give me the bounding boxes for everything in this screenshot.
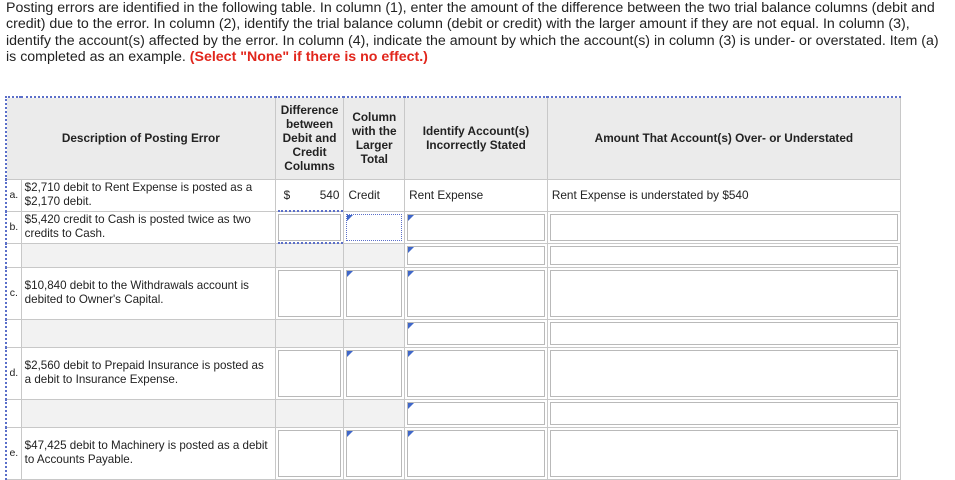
- row-description: $10,840 debit to the Withdrawals account is debited to Owner's Capital.: [21, 267, 275, 319]
- difference-input[interactable]: [278, 214, 342, 241]
- difference-input-cell[interactable]: [275, 267, 344, 319]
- amount-input[interactable]: [550, 246, 898, 265]
- amount-input[interactable]: [550, 214, 898, 241]
- account-value: Rent Expense: [405, 179, 548, 211]
- empty-difference-cell: [275, 243, 344, 267]
- amount-input-cell[interactable]: [547, 319, 900, 347]
- empty-difference-cell: [275, 399, 344, 427]
- account-select[interactable]: [407, 246, 545, 265]
- account-select[interactable]: [407, 270, 545, 317]
- dropdown-marker-icon: [408, 403, 414, 409]
- empty-desc-cell: [21, 319, 275, 347]
- column-select-cell[interactable]: [344, 427, 405, 479]
- row-letter: a.: [6, 179, 21, 211]
- difference-input[interactable]: [278, 430, 342, 477]
- empty-column-cell: [344, 243, 405, 267]
- column-select[interactable]: [346, 430, 402, 477]
- dropdown-marker-icon: [408, 271, 414, 277]
- empty-desc-cell: [21, 399, 275, 427]
- row-letter: c.: [6, 267, 21, 319]
- account-select-cell[interactable]: [405, 347, 548, 399]
- row-description: $47,425 debit to Machinery is posted as a debit to Accounts Payable.: [21, 427, 275, 479]
- header-identify-accounts: Identify Account(s) Incorrectly Stated: [405, 97, 548, 179]
- account-select-cell[interactable]: [405, 427, 548, 479]
- currency-symbol: $: [283, 188, 291, 202]
- amount-input-cell[interactable]: [547, 211, 900, 243]
- account-select-cell[interactable]: [405, 319, 548, 347]
- amount-input[interactable]: [550, 322, 898, 345]
- dropdown-marker-icon: [408, 247, 414, 253]
- table-row-e: [6, 427, 901, 479]
- header-difference: Difference between Debit and Credit Columns: [275, 97, 344, 179]
- posting-errors-table: [5, 96, 901, 480]
- difference-value: [275, 179, 344, 211]
- dropdown-marker-icon: [347, 215, 353, 221]
- row-letter: b.: [6, 211, 21, 243]
- table-row-c-extra: [6, 319, 901, 347]
- amount-input-cell[interactable]: [547, 267, 900, 319]
- amount-input-cell[interactable]: [547, 347, 900, 399]
- header-description: Description of Posting Error: [6, 97, 275, 179]
- account-select-cell[interactable]: [405, 243, 548, 267]
- dropdown-marker-icon: [347, 271, 353, 277]
- table-row-c: [6, 267, 901, 319]
- account-select[interactable]: [407, 214, 545, 241]
- column-select-cell[interactable]: [344, 267, 405, 319]
- difference-input[interactable]: [278, 270, 342, 317]
- table-row-b-extra: [6, 243, 901, 267]
- header-row: [6, 97, 901, 179]
- empty-column-cell: [344, 399, 405, 427]
- empty-desc-cell: [21, 243, 275, 267]
- instructions-highlight: (Select "None" if there is no effect.): [189, 49, 428, 66]
- column-select[interactable]: [346, 214, 402, 241]
- table-row-d-extra: [6, 399, 901, 427]
- dropdown-marker-icon: [347, 351, 353, 357]
- dropdown-marker-icon: [347, 431, 353, 437]
- instructions-text: Posting errors are identified in the following table. In column (1), enter the amount of the difference between the two trial balance columns (debit and credit) due to the error. In column (2), identify the trial balance column (debit or credit) with the larger amount if they are not equal. In column (3), identify the account(s) affected by the error. In column (4), indicate the amount by which the account(s) in column (3) is under- or overstated. Item (a) is completed as an example.: [6, 0, 939, 66]
- amount-input-cell[interactable]: [547, 399, 900, 427]
- amount-input[interactable]: [550, 402, 898, 425]
- difference-input-cell[interactable]: [275, 427, 344, 479]
- row-description: $2,710 debit to Rent Expense is posted as a $2,170 debit.: [21, 179, 275, 211]
- amount-input-cell[interactable]: [547, 243, 900, 267]
- dropdown-marker-icon: [408, 215, 414, 221]
- dropdown-marker-icon: [408, 351, 414, 357]
- account-select-cell[interactable]: [405, 211, 548, 243]
- empty-column-cell: [344, 319, 405, 347]
- dropdown-marker-icon: [408, 323, 414, 329]
- amount-input[interactable]: [550, 430, 898, 477]
- row-description: $2,560 debit to Prepaid Insurance is posted as a debit to Insurance Expense.: [21, 347, 275, 399]
- column-select-cell[interactable]: [344, 347, 405, 399]
- difference-input[interactable]: [278, 350, 342, 397]
- difference-amount: 540: [319, 188, 340, 202]
- amount-value: Rent Expense is understated by $540: [547, 179, 900, 211]
- empty-difference-cell: [275, 319, 344, 347]
- header-column-larger: Column with the Larger Total: [344, 97, 405, 179]
- column-select-cell[interactable]: [344, 211, 405, 243]
- difference-input-cell[interactable]: [275, 347, 344, 399]
- row-letter: e.: [6, 427, 21, 479]
- table-row-b: [6, 211, 901, 243]
- column-larger-value: Credit: [344, 179, 405, 211]
- column-select[interactable]: [346, 270, 402, 317]
- account-select[interactable]: [407, 402, 545, 425]
- account-select[interactable]: [407, 430, 545, 477]
- account-select[interactable]: [407, 322, 545, 345]
- account-select[interactable]: [407, 350, 545, 397]
- amount-input[interactable]: [550, 270, 898, 317]
- header-amount-over-under: Amount That Account(s) Over- or Understated: [547, 97, 900, 179]
- row-letter: d.: [6, 347, 21, 399]
- amount-input[interactable]: [550, 350, 898, 397]
- account-select-cell[interactable]: [405, 399, 548, 427]
- column-select[interactable]: [346, 350, 402, 397]
- account-select-cell[interactable]: [405, 267, 548, 319]
- amount-input-cell[interactable]: [547, 427, 900, 479]
- table-row-d: [6, 347, 901, 399]
- row-description: $5,420 credit to Cash is posted twice as two credits to Cash.: [21, 211, 275, 243]
- difference-input-cell[interactable]: [275, 211, 344, 243]
- instructions: [6, 0, 951, 66]
- dropdown-marker-icon: [408, 431, 414, 437]
- table-row-a: [6, 179, 901, 211]
